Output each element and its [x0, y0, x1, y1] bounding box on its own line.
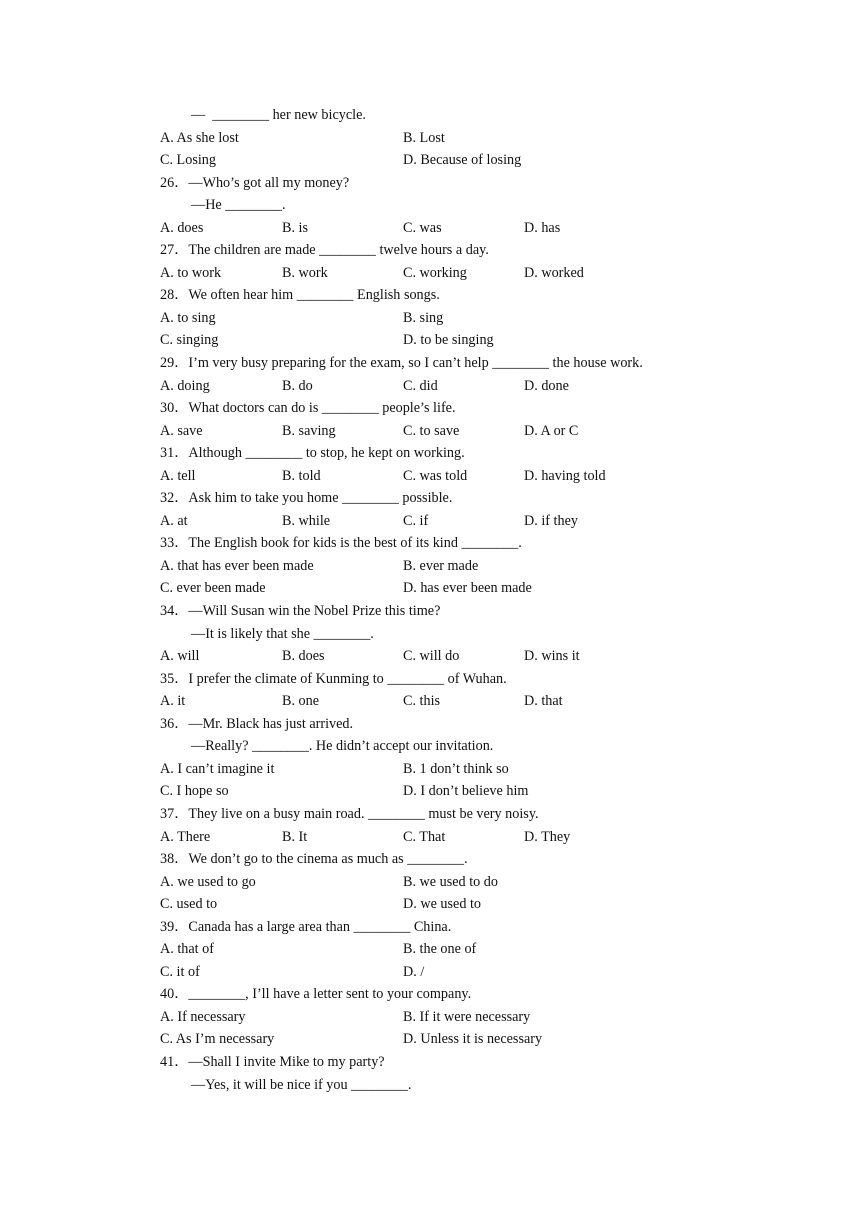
options-row: [160, 262, 780, 285]
question-text: 29．I’m very busy preparing for the exam, so I can’t help ________ the house work.: [160, 355, 643, 372]
question-text: 34．—Will Susan win the Nobel Prize this time?: [160, 603, 441, 620]
question-stem: [160, 397, 780, 420]
answer-option[interactable]: B. If it were necessary: [403, 1008, 531, 1025]
answer-option[interactable]: D. has ever been made: [403, 580, 532, 597]
answer-option[interactable]: A. save: [160, 422, 203, 439]
options-row: [160, 893, 780, 916]
answer-option[interactable]: B. 1 don’t think so: [403, 760, 509, 777]
dialogue-text: —He ________.: [191, 197, 286, 214]
question-stem: [160, 532, 780, 555]
answer-option[interactable]: A. to sing: [160, 309, 216, 326]
answer-option[interactable]: A. doing: [160, 377, 210, 394]
options-row: [160, 758, 780, 781]
answer-option[interactable]: B. one: [282, 693, 320, 710]
question-stem: [160, 668, 780, 691]
answer-option[interactable]: D. has: [524, 219, 561, 236]
question-text: 41．—Shall I invite Mike to my party?: [160, 1053, 385, 1070]
options-row: [160, 217, 780, 240]
options-row: [160, 826, 780, 849]
answer-option[interactable]: A. to work: [160, 264, 222, 281]
question-text: 27．The children are made ________ twelve hours a day.: [160, 242, 489, 259]
options-row: [160, 1028, 780, 1051]
question-stem: [160, 442, 780, 465]
answer-option[interactable]: C. I hope so: [160, 783, 229, 800]
question-text: 35．I prefer the climate of Kunming to ________ of Wuhan.: [160, 670, 507, 687]
answer-option[interactable]: C. this: [403, 693, 441, 710]
answer-option[interactable]: B. do: [282, 377, 313, 394]
answer-option[interactable]: B. Lost: [403, 129, 445, 146]
answer-option[interactable]: A. As she lost: [160, 129, 239, 146]
answer-option[interactable]: D. to be singing: [403, 332, 494, 349]
answer-option[interactable]: C. did: [403, 377, 438, 394]
answer-option[interactable]: A. at: [160, 512, 188, 529]
answer-option[interactable]: B. does: [282, 648, 325, 665]
answer-option[interactable]: A. tell: [160, 467, 196, 484]
options-row: [160, 127, 780, 150]
answer-option[interactable]: C. used to: [160, 896, 218, 913]
question-text: 36．—Mr. Black has just arrived.: [160, 715, 354, 732]
question-stem: [160, 239, 780, 262]
answer-option[interactable]: B. the one of: [403, 941, 477, 958]
options-row: [160, 780, 780, 803]
question-stem: [160, 916, 780, 939]
question-text: 26．—Who’s got all my money?: [160, 174, 350, 191]
answer-option[interactable]: D. I don’t believe him: [403, 783, 529, 800]
answer-option[interactable]: D. having told: [524, 467, 606, 484]
answer-option[interactable]: D. if they: [524, 512, 578, 529]
question-text: 39．Canada has a large area than ________ China.: [160, 918, 452, 935]
options-row: [160, 938, 780, 961]
question-text: 31．Although ________ to stop, he kept on working.: [160, 445, 465, 462]
options-row: [160, 555, 780, 578]
answer-option[interactable]: A. that has ever been made: [160, 557, 314, 574]
answer-option[interactable]: C. it of: [160, 963, 200, 980]
dialogue-line: [160, 1074, 780, 1097]
answer-option[interactable]: C. will do: [403, 648, 460, 665]
answer-option[interactable]: C. That: [403, 828, 446, 845]
question-text: 30．What doctors can do is ________ people’s life.: [160, 400, 456, 417]
options-row: [160, 577, 780, 600]
question-text: 32．Ask him to take you home ________ possible.: [160, 490, 453, 507]
question-stem: [160, 284, 780, 307]
dialogue-text: — ________ her new bicycle.: [191, 107, 366, 123]
dialogue-line: [160, 194, 780, 217]
question-stem: [160, 487, 780, 510]
answer-option[interactable]: D. done: [524, 377, 569, 394]
answer-option[interactable]: D. Because of losing: [403, 152, 522, 169]
answer-option[interactable]: D. worked: [524, 264, 584, 281]
answer-option[interactable]: D. A or C: [524, 422, 579, 439]
answer-option[interactable]: A. it: [160, 693, 186, 710]
answer-option[interactable]: D. we used to: [403, 896, 482, 913]
answer-option[interactable]: A. I can’t imagine it: [160, 760, 275, 777]
options-row: [160, 1006, 780, 1029]
question-stem: [160, 1051, 780, 1074]
answer-option[interactable]: C. ever been made: [160, 580, 266, 597]
options-row: [160, 961, 780, 984]
answer-option[interactable]: B. while: [282, 512, 331, 529]
question-stem: [160, 172, 780, 195]
question-text: 28．We often hear him ________ English songs.: [160, 287, 440, 304]
answer-option[interactable]: C. As I’m necessary: [160, 1031, 275, 1048]
answer-option[interactable]: D. that: [524, 693, 563, 710]
answer-option[interactable]: A. will: [160, 648, 200, 665]
options-row: [160, 149, 780, 172]
question-stem: [160, 848, 780, 871]
question-text: 38．We don’t go to the cinema as much as ________.: [160, 851, 468, 868]
question-list: [160, 104, 780, 1096]
answer-option[interactable]: D. wins it: [524, 648, 580, 665]
answer-option[interactable]: C. was: [403, 219, 442, 236]
question-text: 33．The English book for kids is the best of its kind ________.: [160, 535, 522, 552]
options-row: [160, 871, 780, 894]
dialogue-text: —It is likely that she ________.: [191, 625, 374, 642]
answer-option[interactable]: D. Unless it is necessary: [403, 1031, 543, 1048]
answer-option[interactable]: D. They: [524, 828, 571, 845]
question-stem: [160, 803, 780, 826]
answer-option[interactable]: C. singing: [160, 332, 219, 349]
options-row: [160, 465, 780, 488]
question-stem: [160, 983, 780, 1006]
answer-option[interactable]: C. Losing: [160, 152, 216, 169]
answer-option[interactable]: A. If necessary: [160, 1008, 246, 1025]
answer-option[interactable]: B. saving: [282, 422, 336, 439]
options-row: [160, 420, 780, 443]
options-row: [160, 690, 780, 713]
answer-option[interactable]: B. work: [282, 264, 328, 281]
answer-option[interactable]: B. we used to do: [403, 873, 498, 890]
answer-option[interactable]: B. ever made: [403, 557, 479, 574]
options-row: [160, 510, 780, 533]
answer-option[interactable]: A. does: [160, 219, 204, 236]
dialogue-text: —Yes, it will be nice if you ________.: [191, 1076, 412, 1093]
answer-option[interactable]: B. told: [282, 467, 321, 484]
answer-option[interactable]: C. if: [403, 512, 429, 529]
answer-option[interactable]: B. is: [282, 219, 309, 236]
dialogue-line: [160, 104, 780, 127]
answer-option[interactable]: B. sing: [403, 309, 444, 326]
options-row: [160, 329, 780, 352]
answer-option[interactable]: A. that of: [160, 941, 214, 958]
dialogue-line: [160, 623, 780, 646]
question-text: 37．They live on a busy main road. ________ must be very noisy.: [160, 805, 539, 822]
question-stem: [160, 352, 780, 375]
options-row: [160, 307, 780, 330]
question-stem: [160, 713, 780, 736]
answer-option[interactable]: C. to save: [403, 422, 460, 439]
answer-option[interactable]: A. There: [160, 828, 211, 845]
answer-option[interactable]: C. was told: [403, 467, 468, 484]
answer-option[interactable]: B. It: [282, 828, 308, 845]
answer-option[interactable]: C. working: [403, 264, 467, 281]
dialogue-line: [160, 735, 780, 758]
options-row: [160, 645, 780, 668]
options-row: [160, 375, 780, 398]
question-stem: [160, 600, 780, 623]
dialogue-text: —Really? ________. He didn’t accept our invitation.: [191, 738, 494, 755]
answer-option[interactable]: A. we used to go: [160, 873, 256, 890]
question-text: 40．________, I’ll have a letter sent to your company.: [160, 986, 472, 1003]
answer-option[interactable]: D. /: [403, 963, 425, 980]
